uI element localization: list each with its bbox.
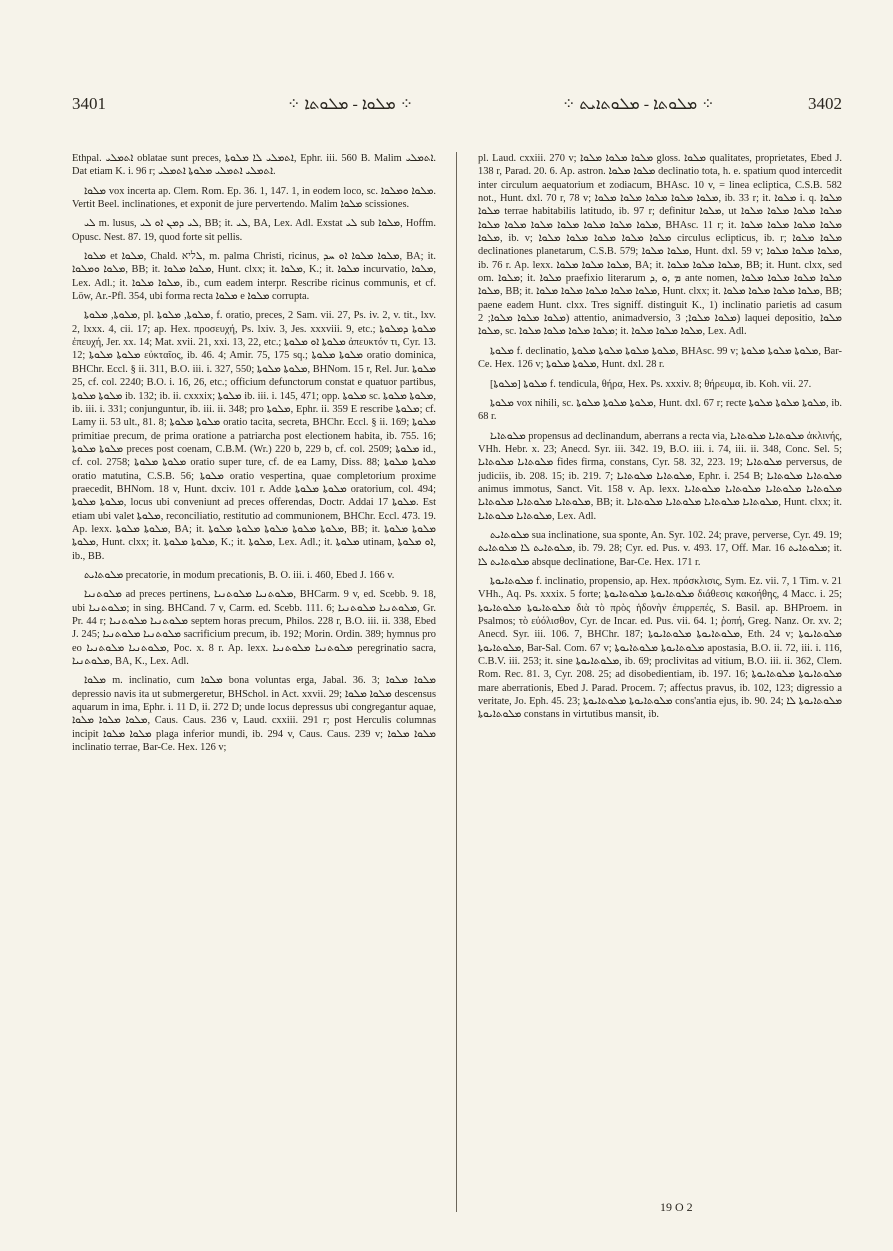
dictionary-entry: ܡܠܘܐ m. inclinatio, cum ܡܠܘܐ bona voluntas erga, Jabal. 36. 3; ܡܠܘܐ ܡܠܘܐ depressio navis ita ut submergeretur, BHSchol. in Act. xxvii. 29; ܡܠܘܐ ܡܠܘܐ descensus aquarum in ima, Ephr. i. 11 D, ii. 272 D; unde locus depressus ubi congregantur aquae, ܡܠܘܐ ܡܠܘܐ ܡܠܘܐ, Caus. Caus. 236 v, Laud. cxxiii. 291 r; post Herculis columnas incipit ܡܠܘܐ ܡܠܘܐ plaga inferior mundi, ib. 294 v, Caus. Caus. 239 v; ܡܠܘܐ ܡܠܘܐ inclinatio terrae, Bar-Ce. Hex. 126 v; [72, 675, 436, 754]
dictionary-entry: ܡܠܘܬܐ f. declinatio, ܡܠܘܬܐ ܡܠܘܬܐ ܡܠܘܬܐ ܡܠܘܬܐ, BHAsc. 99 v; ܡܠܘܬܐ ܡܠܘܬܐ ܡܠܘܬܐ, Bar-Ce. Hex. 126 v; ܡܠܘܬܐ ܡܠܘܬܐ, Hunt. dxl. 28 r. [478, 345, 842, 371]
right-column [478, 152, 842, 1212]
dictionary-entry: ܡܠܘܐ vox incerta ap. Clem. Rom. Ep. 36. 1, 147. 1, in eodem loco, sc. ܡܠܘܐ ܘܡܠܘܐ. Vertit Beel. inclinationes, et exponit de jure pervertendo. Malim ܡܠܘܐ scissiones. [72, 185, 436, 211]
dictionary-entry: ܡܠܘܬܐܝܬ sua inclinatione, sua sponte, An. Syr. 102. 24; prave, perverse, Cyr. 49. 19; ܡܠܘܬܐܝܬ ܠܐ ܡܠܘܬܐܝܬ, ib. 79. 28; Cyr. ed. Pus. v. 493. 17, Off. Mar. ܡܠܘܬܐܝܬ 16; it. ܡܠܘܬܐܝܬ ܠܐ absque declinatione, Bar-Ce. Hex. 171 r. [478, 529, 842, 568]
left-column [72, 152, 436, 1212]
dictionary-entry: ܡܠܘܬܐܝܘܬܐ f. inclinatio, propensio, ap. Hex. πρόσκλισις, Sym. Ez. vii. 7, 1 Tim. v. 21 VHh., Aq. Ps. xxxix. 5 forte; ܡܠܘܬܐܝܘܬܐ ܡܠܘܬܐܝܘܬܐ διάθεσις κακοήθης, 4 Macc. i. 25; ܡܠܘܬܐܝܘܬܐ ܡܠܘܬܐܝܘܬܐ διὰ τὸ πρὸς ἡδονὴν ἐπιρρεπές, S. Basil. ap. BHProem. in Psalmos; τὸ εὐόλισθον, Cyr. de Incar. ed. Pus. vii. 64. 1; ῥοπή, Greg. Nanz. Or. xv. 2; Anecd. Syr. iii. 106. 7, BHChr. 187; ܡܠܘܬܐܝܘܬܐ ܡܠܘܬܐܝܘܬܐ, Eth. 24 v; ܡܠܘܬܐܝܘܬܐ ܡܠܘܬܐܝܘܬܐ, Bar-Sal. Com. 67 v; ܡܠܘܬܐܝܘܬܐ ܡܠܘܬܐܝܘܬܐ apostasia, B.O. ii. 72, iii. i. 116, C.B.V. iii. 253; it. sine ܡܠܘܬܐܝܘܬܐ, ib. 69; proclivitas ad vitium, B.O. iii. ii. 362, Clem. Rom. Rec. 81. 3, Cyr. 208. 25; ad disobedientiam, ib. 197. 16; ܡܠܘܬܐܝܘܬܐ ܡܠܘܬܐܝܘܬܐ mare aberrationis, Ebed J. Parad. Procem. 7; affectus pravus, ib. 102, 123; digressio a veritate, Jo. Eph. 45. 23; ܡܠܘܬܐܝܘܬܐ ܡܠܘܬܐܝܘܬܐ cons'antia ejus, ib. 90. 24; ܡܠܘܬܐܝܘܬܐ ܠܐ ܡܠܘܬܐܝܘܬܐ constans in virtutibus mansit, ib. [478, 575, 842, 721]
dictionary-entry: ܡܠܘܐ et ܡܠܘܐ, Chald. ܠליא, m. palma Christi, ricinus, ܡܠܘܐ ܡܠܘܐ ܐܘ ܚܕ, BA; it. ܡܠܘܐ ܘܡܠܘܐ, BB; it. ܡܠܘܐ ܡܠܘܐ, Hunt. clxx; it. ܡܠܘܐ, K.; it. ܡܠܘܐ incurvatio, ܡܠܘܐ, Lex. Adl.; it. ܡܠܘܐ ܡܠܘܐ, ib., cum eadem interpr. Rescribe ricinus communis, et cf. Löw, Ar.-Pfl. 354, ubi forma recta ܡܠܘܐ e ܡܠܘܐ corrupta. [72, 251, 436, 303]
left-running-title: ⁘ ܡܠܘܐ - ܡܠܘܬܐ ⁘ [287, 96, 414, 113]
left-page-number: 3401 [72, 94, 106, 113]
dictionary-entry: ܡܠܘܬܐ [ܡܠܘܬܐ] f. tendicula, θήρα, Hex. Ps. xxxiv. 8; θήρευμα, ib. Koh. vii. 27. [490, 378, 812, 390]
dictionary-entry: Ethpal. ܐܬܡܠܝ oblatae sunt preces, ܐܬܡܠܝ ܠܐ ܡܠܘܬܐ, Ephr. iii. 560 B. Malim ܐܬܡܠܝ. Dat etiam K. i. 96 r; ܐܬܡܠܝ ܐܬܡܠܝ ܡܠܘܬܐ ܐܬܡܠܝ. [72, 153, 436, 178]
printer-signature: 19 O 2 [660, 1200, 693, 1214]
right-running-title: ⁘ ܡܠܘܬܐ - ܡܠܘܬܐܝܬ ⁘ [562, 96, 715, 113]
dictionary-entry: ܠܝ m. lusus, ܠܝ ܕܡܢ ܐܘ ܠܝ, BB; it. ܠܝ, BA, Lex. Adl. Exstat ܠܝ sub ܡܠܘܐ, Hoffm. Opusc. Nest. 87. 19, quod forte sit pellis. [72, 218, 436, 243]
column-divider [456, 152, 457, 1212]
dictionary-entry: ܡܠܘܬܐ vox nihili, sc. ܡܠܘܬܐ ܡܠܘܬܐ ܡܠܘܬܐ, Hunt. dxl. 67 r; recte ܡܠܘܬܐ ܡܠܘܬܐ ܡܠܘܬܐ, ib. 68 r. [478, 397, 842, 423]
dictionary-columns [72, 152, 843, 1212]
right-page-number: 3402 [808, 94, 842, 113]
dictionary-entry: ܡܠܘܬܐܝܐ propensus ad declinandum, aberrans a recta via, ܡܠܘܬܐܝܐ ܡܠܘܬܐܝܐ ἀκλινής, VHh. Hebr. x. 23; Anecd. Syr. iii. 342. 19, B.O. iii. i. 74, iii. ii. 348, Conc. Sel. 5; ܡܠܘܬܐܝܐ ܡܠܘܬܐܝܐ fides firma, constans, Cyr. 58. 32, 223. 19; ܡܠܘܬܐܝܐ perversus, de judiciis, ib. 208. 15; ib. 219. 7; ܡܠܘܬܐܝܐ ܡܠܘܬܐܝܐ, Ephr. i. 254 B; ܡܠܘܬܐܝܐ ܡܠܘܬܐܝܐ animus immotus, Sanct. Vit. 158 v. Ap. lexx. ܡܠܘܬܐܝܐ ܡܠܘܬܐܝܐ ܡܠܘܬܐܝܐ ܡܠܘܬܐܝܐ ܡܠܘܬܐܝܐ ܡܠܘܬܐܝܐ ܡܠܘܬܐܝܐ, BB; it. ܡܠܘܬܐܝܐ ܡܠܘܬܐܝܐ ܡܠܘܬܐܝܐ ܡܠܘܬܐܝܐ, Hunt. clxx; it. ܡܠܘܬܐܝܐ ܡܠܘܬܐܝܐ, Lex. Adl. [478, 430, 842, 522]
dictionary-entry: ܡܠܘܬܐܝܬ precatorie, in modum precationis, B. O. iii. i. 460, Ebed J. 166 v. [84, 569, 395, 581]
dictionary-entry: ܡܠܘܬܢܝܐ ad preces pertinens, ܡܠܘܬܢܝܐ ܡܠܘܬܢܝܐ, BHCarm. 9 v, ed. Scebb. 9. 18, ubi ܡܠܘܬܢܝܐ; in sing. BHCand. 7 v, Carm. ed. Scebb. 111. 6; ܡܠܘܬܢܝܐ ܡܠܘܬܢܝܐ, Gr. Pr. 44 r; ܡܠܘܬܢܝܐ ܡܠܘܬܢܝܐ septem horas precum, Philos. 228 r, B.O. iii. ii. 338, Ebed J. 245; ܡܠܘܬܢܝܐ ܡܠܘܬܢܝܐ sacrificium precum, ib. 192; Morin. Ordin. 389; hymnus pro eo ܡܠܘܬܢܝܐ ܡܠܘܬܢܝܐ, Poc. x. 8 r. Ap. lexx. ܡܠܘܬܢܝܐ ܡܠܘܬܢܝܐ peregrinatio sacra, ܡܠܘܬܢܝܐ, BA, K., Lex. Adl. [72, 589, 436, 668]
page-header [72, 94, 842, 124]
dictionary-entry: pl. Laud. cxxiii. 270 v; ܡܠܘܐ ܡܠܘܐ ܡܠܘܐ gloss. ܡܠܘܐ qualitates, proprietates, Ebed J. 138 r, Parad. 20. 6. Ap. astron. ܡܠܘܐ ܡܠܘܐ declinatio tota, h. e. spatium quod intercedit inter circulum aequatorium et zodiacum, BHAsc. 10 v, = linea ecliptica, C.S.B. 582 not., Hunt. dxl. 70 r, 78 v; ܡܠܘܐ ܡܠܘܐ ܡܠܘܐ ܡܠܘܐ ܡܠܘܐ, ib. 33 r; it. ܡܠܘܐ i. q. ܡܠܘܐ ܡܠܘܐ terrae habitabilis latitudo, ib. 97 r; definitur ܡܠܘܐ, ut ܡܠܘܐ ܡܠܘܐ ܡܠܘܐ ܡܠܘܐ ܡܠܘܐ ܡܠܘܐ ܡܠܘܐ ܡܠܘܐ ܡܠܘܐ ܡܠܘܐ ܡܠܘܐ, BHAsc. 11 r; it. ܡܠܘܐ ܡܠܘܐ ܡܠܘܐ ܡܠܘܐ ܡܠܘܐ, ib. v; ܡܠܘܐ ܡܠܘܐ ܡܠܘܐ ܡܠܘܐ ܡܠܘܐ circulus eclipticus, ib. r; ܡܠܘܐ ܡܠܘܐ declinationes planetarum, C.S.B. 579; ܡܠܘܐ ܡܠܘܐ, Hunt. dxl. 59 v; ܡܠܘܐ ܡܠܘܐ ܡܠܘܐ, ib. 76 r. Ap. lexx. ܡܠܘܐ ܡܠܘܐ ܡܠܘܐ, BA; it. ܡܠܘܐ ܡܠܘܐ ܡܠܘܐ, BB; it. Hunt. clxx, sed om. ܡܠܘܐ; it. ܡܠܘܐ praefixio literarum ܡ ,ܘ ,ܕ ante nomen, ܡܠܘܐ ܡܠܘܐ ܡܠܘܐ ܡܠܘܐ ܡܠܘܐ, BB; it. ܡܠܘܐ ܡܠܘܐ ܡܠܘܐ ܡܠܘܐ ܡܠܘܐ, Hunt. clxx; it. ܡܠܘܐ ܡܠܘܐ ܡܠܘܐ ܡܠܘܐ, BB; paene eadem Hunt. clxx. Tres signiff. distinguit K., 1) inclinatio parietis ad casum ܡܠܘܐ ܡܠܘܐ ܡܠܘܐ; 2) attentio, animadversio, ܡܠܘܐ ܡܠܘܐ; 3) laquei depositio, ܡܠܘܐ ܡܠܘܐ, sc. ܡܠܘܐ ܡܠܘܐ ܡܠܘܐ ܡܠܘܐ; it. ܡܠܘܐ ܡܠܘܐ ܡܠܘܐ, Lex. Adl. [478, 153, 842, 338]
dictionary-entry: ܡܠܘܬܐ, ܡܠܘܬܐ, pl. ܡܠܘܬܐ, ܡܠܘܬܐ, f. oratio, preces, 2 Sam. vii. 27, Ps. iv. 2, v. tit., lxv. 2, lxxx. 4, cii. 17; ap. Hex. προσευχή, Ps. lxiv. 3, Jes. xxxviii. 9, etc.; ܡܠܘܬܐ ܕܡܠܘܬܐ ἐπευχή, Jer. xx. 14; Mat. xvii. 21, xxi. 13, 22, etc.; ܡܠܘܬܐ ܐܘ ܡܠܘܬܐ ἀπευκτόν τι, Cyr. 13. 12; ܡܠܘܬܐ ܡܠܘܬܐ εὐκταῖος, ib. 46. 4; Amir. 75, 175 sq.; ܡܠܘܬܐ ܡܠܘܬܐ oratio dominica, BHChr. Eccl. § ii. 311, B.O. iii. i. 327, 550; ܡܠܘܬܐ ܡܠܘܬܐ, BHNom. 15 r, Rel. Jur. ܡܠܘܬܐ 25, cf. col. 2240; B.O. i. 16, 26, etc.; officium defunctorum constat e quatuor partibus, ܡܠܘܬܐ ܡܠܘܬܐ ib. 132; ib. ii. cxxxix; ܡܠܘܬܐ ib. iii. i. 145, 471; opp. ܡܠܘܬܐ sc. ܡܠܘܬܐ ܡܠܘܬܐ, ib. iii. i. 331; conjunguntur, ib. iii. ii. 348; pro ܡܠܘܬܐ, Ephr. ii. 359 E rescribe ܡܠܘܬܐ; cf. Lamy ii. 53 ult., 81. 8; ܡܠܘܬܐ ܡܠܘܬܐ oratio tacita, secreta, BHChr. Eccl. § ii. 169; ܡܠܘܬܐ primitiae precum, de prima oratione a patriarcha post electionem habita, ib. 755. 16; ܡܠܘܬܐ ܡܠܘܬܐ preces post coenam, C.B.M. (Wr.) 220 b, 229 b, cf. col. 2509; ܡܠܘܬܐ id., cf. col. 2758; ܡܠܘܬܐ ܡܠܘܬܐ oratio super ture, cf. de ea Lamy, Diss. 88; ܡܠܘܬܐ ܡܠܘܬܐ oratio matutina, C.S.B. 56; ܡܠܘܬܐ oratio vespertina, quae completorium proxime praecedit, BHNom. 18 v, Hunt. dxciv. 101 r. Adde ܡܠܘܬܐ ܡܠܘܬܐ oratorium, col. 494; ܡܠܘܬܐ ܡܠܘܬܐ, locus ubi conveniunt ad preces offerendas, Doctr. Addai ܡܠܘܬܐ 17. Est etiam ubi valet ܡܠܘܬܐ, reconciliatio, restitutio ad communionem, BHChr. Eccl. 473. 19. Ap. lexx. ܡܠܘܬܐ ܡܠܘܬܐ, BA; it. ܡܠܘܬܐ ܡܠܘܬܐ ܡܠܘܬܐ ܡܠܘܬܐ ܡܠܘܬܐ, BB; it. ܡܠܘܬܐ ܡܠܘܬܐ ܡܠܘܬܐ, Hunt. clxx; it. ܡܠܘܬܐ ܡܠܘܬܐ, K.; it. ܡܠܘܬܐ, Lex. Adl.; it. ܡܠܘܬܐ utinam, ܐܘ ܡܠܘܬܐ, ib., BB. [72, 310, 436, 562]
